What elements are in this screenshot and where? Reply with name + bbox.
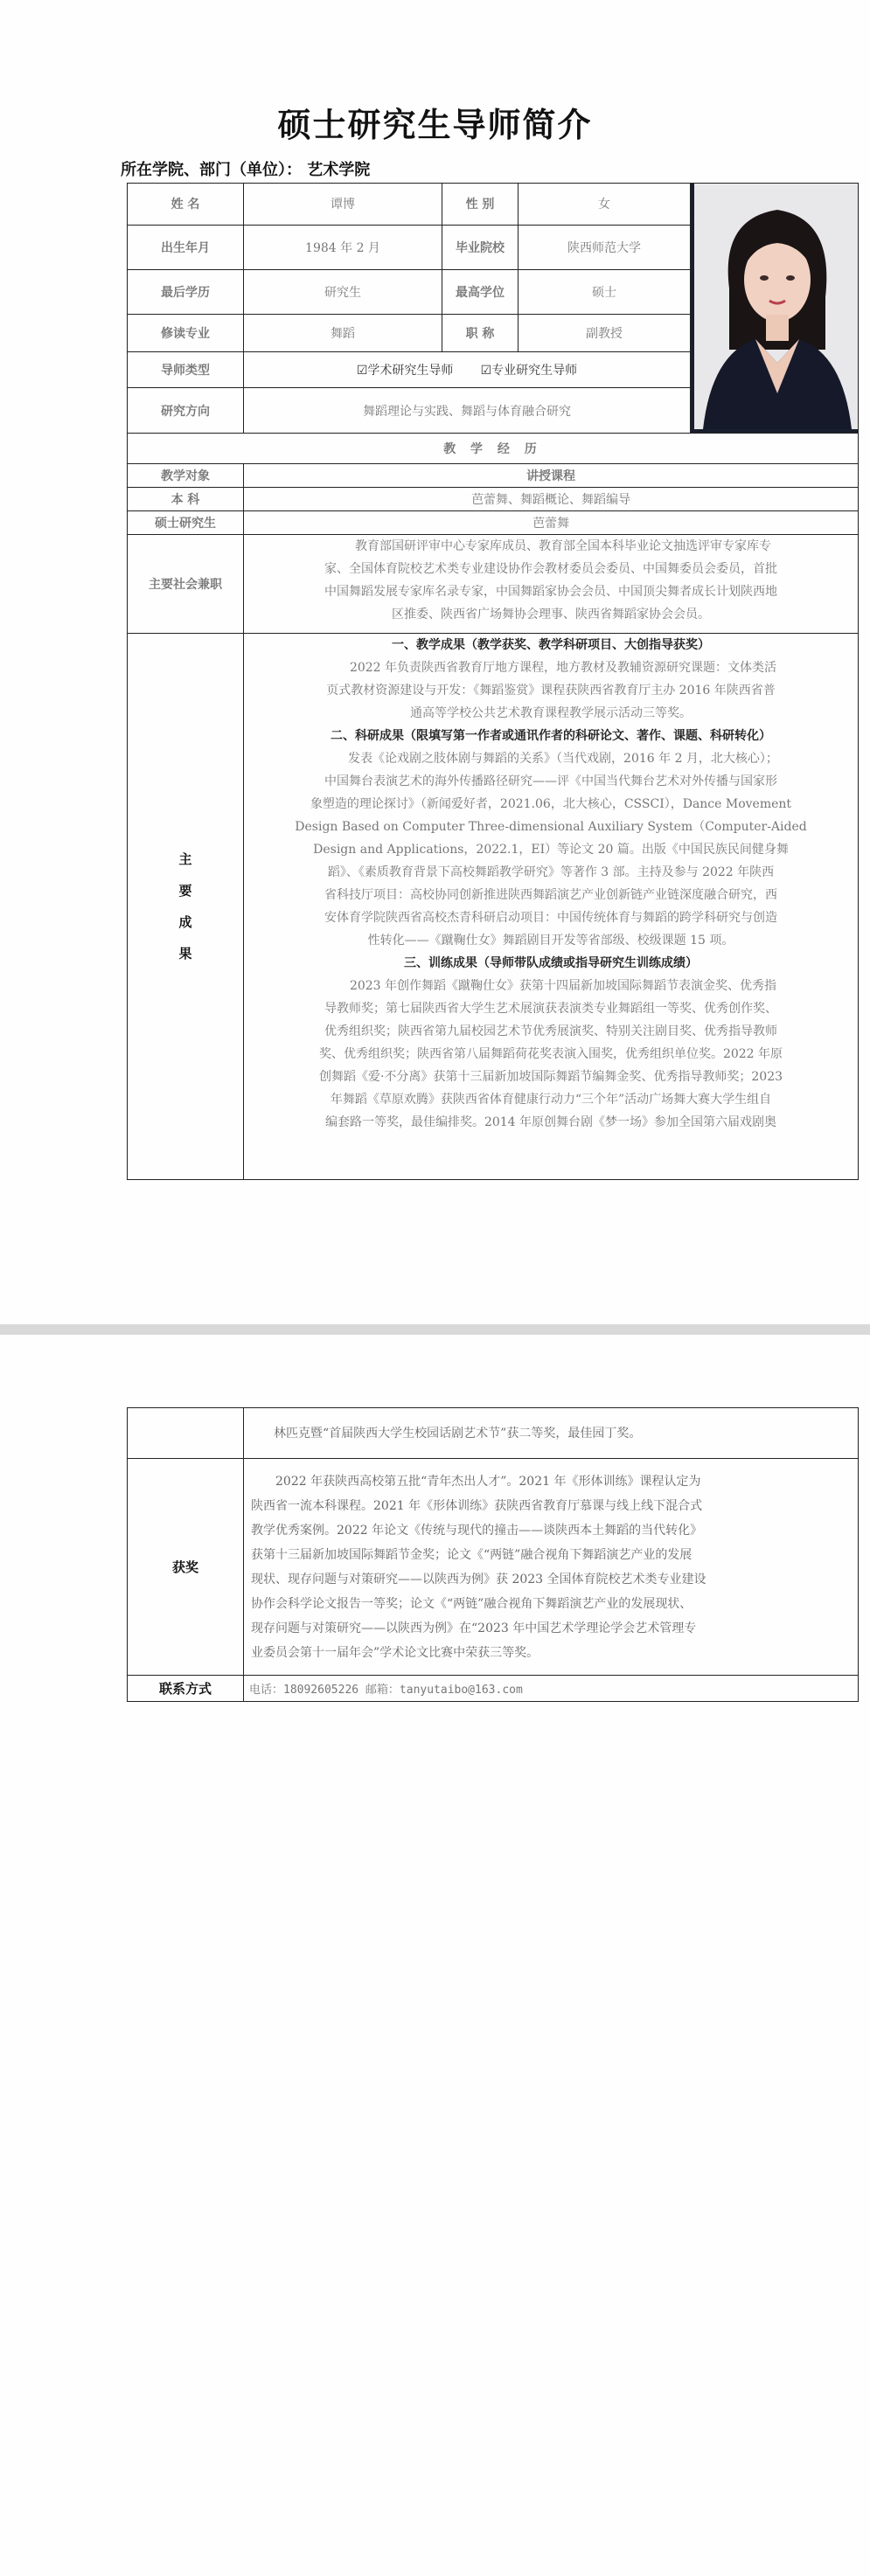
contact-label-text: 联系方式 [158, 1681, 212, 1697]
research-results-line: 蹈》、《素质教育背景下高校舞蹈教学研究》等著作 3 部。主持及参与 2022 年陕西 [327, 865, 775, 879]
research-results-line: 象塑造的理论探讨》（新闻爱好者，2021.06，北大核心，CSSCI），Dance Movement [310, 797, 792, 811]
training-results-line: 导教师奖；第七届陕西省大学生艺术展演获表演类专业舞蹈组一等奖、优秀创作奖、 [324, 1002, 777, 1016]
achievements-label-char: 成 [178, 914, 192, 930]
research-results-line: 省科技厅项目：高校协同创新推进陕西舞蹈演艺产业创新链产业链深度融合研究，西 [324, 888, 777, 902]
research-results-line: Design Based on Computer Three-dimensional Auxiliary System（Computer-Aided [295, 820, 807, 834]
teaching-section-title: 教 学 经 历 [128, 434, 859, 464]
contact-value: 电话：18092605226 邮箱：tanyutaibo@163.com [244, 1676, 859, 1702]
teaching-target-label: 教学对象 [128, 464, 244, 488]
awards-text [244, 1459, 859, 1676]
achievements-label-continued [128, 1408, 244, 1459]
major-label: 修读专业 [128, 314, 244, 352]
research-results-line: 安体育学院陕西省高校杰青科研启动项目：中国传统体育与舞蹈的跨学科研究与创造 [324, 911, 777, 925]
training-results-line: 奖、优秀组织奖；陕西省第八届舞蹈荷花奖表演入围奖，优秀组织单位奖。2022 年原 [318, 1047, 783, 1061]
research-results-line: 发表《论戏剧之肢体剧与舞蹈的关系》（当代戏剧，2016 年 2 月，北大核心）； [348, 752, 778, 766]
profile-table [127, 183, 859, 1180]
research-direction-value: 舞蹈理论与实践、舞蹈与体育融合研究 [244, 388, 691, 434]
page-title: 硕士研究生导师简介 [277, 106, 593, 144]
school-value: 陕西师范大学 [519, 225, 691, 269]
achievements-label [128, 634, 244, 1180]
training-results-line: 优秀组织奖；陕西省第九届校园艺术节优秀展演奖、特别关注剧目奖、优秀指导教师 [324, 1024, 777, 1038]
research-results-line: 性转化——《蹴鞠仕女》舞蹈剧目开发等省部级、校级课题 15 项。 [367, 934, 734, 948]
research-results-heading: 二、科研成果（限填写第一作者或通讯作者的科研论文、著作、课题、科研转化） [331, 729, 771, 743]
training-results-line: 编套路一等奖，最佳编排奖。2014 年原创舞台剧《梦一场》参加全国第六届戏剧奥 [324, 1115, 777, 1129]
awards-line: 业委员会第十一届年会”学术论文比赛中荣获三等奖。 [251, 1645, 539, 1660]
professional-supervisor-checkbox: ☑专业研究生导师 [480, 364, 578, 378]
job-title-value: 副教授 [519, 314, 691, 352]
supervisor-type-label: 导师类型 [128, 352, 244, 388]
awards-label [128, 1459, 244, 1676]
training-results-line: 创舞蹈《爱·不分离》获第十三届新加坡国际舞蹈节编舞金奖、优秀指导教师奖；2023 [318, 1070, 783, 1084]
job-title-label: 职 称 [442, 314, 519, 352]
undergrad-label: 本 科 [128, 488, 244, 511]
department-label: 所在学院、部门（单位）： [121, 161, 302, 179]
portrait-photo [691, 184, 859, 434]
profile-table-continued [127, 1407, 859, 1702]
gender-value: 女 [519, 184, 691, 226]
school-label: 毕业院校 [442, 225, 519, 269]
awards-line: 陕西省一流本科课程。2021 年《形体训练》获陕西省教育厅慕课与线上线下混合式 [251, 1498, 703, 1513]
achievements-text [244, 634, 859, 1180]
teaching-results-line: 2022 年负责陕西省教育厅地方课程，地方教材及教辅资源研究课题：文体类活 [349, 661, 777, 675]
social-line: 家、全国体育院校艺术类专业建设协作会教材委员会委员、中国舞委员会委员，首批 [324, 562, 777, 576]
achievements-label-char: 要 [178, 883, 192, 899]
contact-label [128, 1676, 244, 1702]
master-courses: 芭蕾舞 [244, 511, 859, 535]
training-results-line: 2023 年创作舞蹈《蹴鞠仕女》获第十四届新加坡国际舞蹈节表演金奖、优秀指 [349, 979, 777, 993]
research-results-line: Design and Applications，2022.1，EI）等论文 20 篇。出版《中国民族民间健身舞 [313, 843, 789, 857]
awards-line: 2022 年获陕西高校第五批“青年杰出人才”。2021 年《形体训练》课程认定为 [275, 1474, 701, 1489]
page-break [0, 1324, 870, 1335]
master-label: 硕士研究生 [128, 511, 244, 535]
academic-supervisor-checkbox: ☑学术研究生导师 [356, 364, 454, 378]
name-value: 谭博 [244, 184, 442, 226]
gender-label: 性 别 [442, 184, 519, 226]
social-roles-label: 主要社会兼职 [128, 535, 244, 634]
degree-label: 最高学位 [442, 269, 519, 314]
research-direction-label: 研究方向 [128, 388, 244, 434]
degree-value: 硕士 [519, 269, 691, 314]
course-label: 讲授课程 [244, 464, 859, 488]
major-value: 舞蹈 [244, 314, 442, 352]
department-value: 艺术学院 [307, 161, 371, 179]
training-results-line: 年舞蹈《草原欢腾》获陕西省体育健康行动力“三个年”活动广场舞大赛大学生组自 [330, 1093, 772, 1107]
achievements-continuation: 林匹克暨“首届陕西大学生校园话剧艺术节”获二等奖，最佳园丁奖。 [244, 1408, 859, 1459]
birth-value: 1984 年 2 月 [244, 225, 442, 269]
awards-line: 现存问题与对策研究——以陕西为例》在“2023 年中国艺术学理论学会艺术管理专 [251, 1621, 697, 1635]
achievements-label-char: 主 [178, 851, 192, 867]
teaching-results-line: 页式教材资源建设与开发：《舞蹈鉴赏》课程获陕西省教育厅主办 2016 年陕西省普 [326, 684, 776, 698]
supervisor-type-options [244, 352, 691, 388]
undergrad-courses: 芭蕾舞、舞蹈概论、舞蹈编导 [244, 488, 859, 511]
awards-line: 教学优秀案例。2022 年论文《传统与现代的撞击——谈陕西本土舞蹈的当代转化》 [251, 1523, 703, 1538]
education-label: 最后学历 [128, 269, 244, 314]
education-value: 研究生 [244, 269, 442, 314]
research-results-line: 中国舞台表演艺术的海外传播路径研究——评《中国当代舞台艺术对外传播与国家形 [324, 774, 777, 788]
social-line: 区推委、陕西省广场舞协会理事、陕西省舞蹈家协会会员。 [392, 608, 710, 621]
awards-line: 现状、现存问题与对策研究——以陕西为例》获 2023 全国体育院校艺术类专业建设 [251, 1572, 706, 1587]
awards-label-text: 获奖 [171, 1559, 198, 1575]
awards-line: 获第十三届新加坡国际舞蹈节金奖；论文《“两链”融合视角下舞蹈演艺产业的发展 [251, 1547, 693, 1562]
teaching-results-line: 通高等学校公共艺术教育课程教学展示活动三等奖。 [410, 706, 692, 720]
training-results-heading: 三、训练成果（导师带队成绩或指导研究生训练成绩） [404, 956, 698, 970]
department-line [121, 157, 370, 180]
achievements-label-char: 果 [178, 946, 192, 962]
social-line: 中国舞蹈发展专家库名录专家，中国舞蹈家协会会员、中国顶尖舞者成长计划陕西地 [324, 585, 777, 599]
name-label: 姓 名 [128, 184, 244, 226]
birth-label: 出生年月 [128, 225, 244, 269]
social-line: 教育部国研评审中心专家库成员、教育部全国本科毕业论文抽选评审专家库专 [355, 539, 771, 553]
portrait-image [694, 184, 859, 429]
teaching-results-heading: 一、教学成果（教学获奖、教学科研项目、大创指导获奖） [392, 638, 710, 652]
social-roles-text [244, 535, 859, 634]
awards-line: 协作会科学论文报告一等奖；论文《“两链”融合视角下舞蹈演艺产业的发展现状、 [251, 1596, 693, 1611]
